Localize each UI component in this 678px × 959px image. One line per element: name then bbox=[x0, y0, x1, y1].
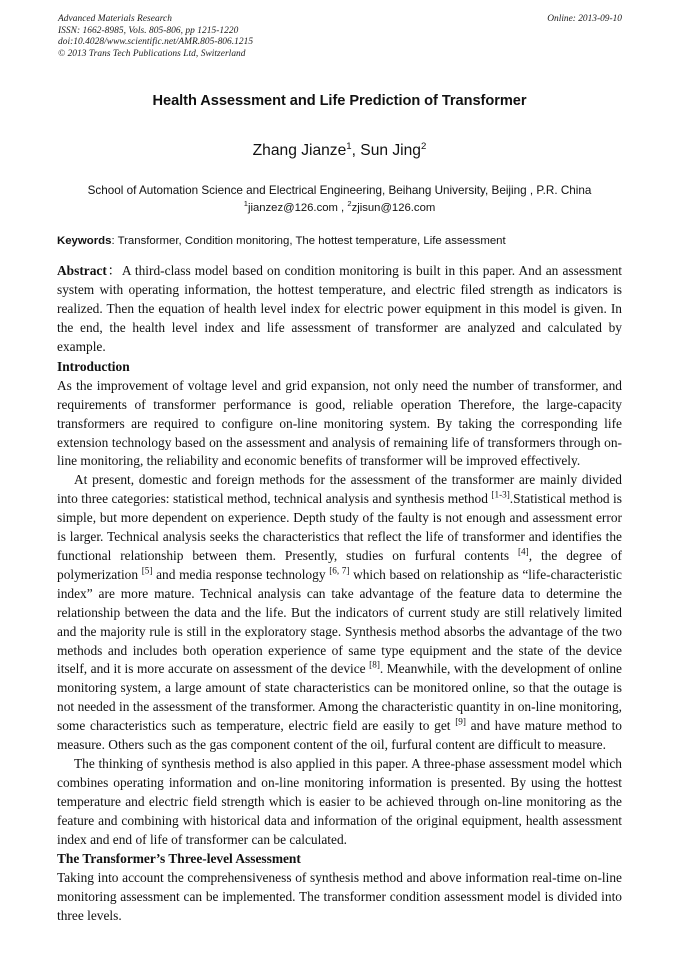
email-marker-2: 2 bbox=[347, 199, 352, 209]
email-line bbox=[57, 201, 622, 216]
paragraph-text: .Statistical method is simple, but more dependent on experience. Depth study of the faulty is not enough and assessment error is larger. Technical analysis seeks the characteristics that reflect the life of transformer and identifies the functional relationship between them. Presently, studies on furfural contents bbox=[57, 491, 622, 563]
author-affiliation-marker-1: 1 bbox=[346, 141, 352, 153]
author-list bbox=[57, 141, 622, 161]
email-address-1: jianzez@126.com bbox=[247, 202, 338, 215]
journal-name: Advanced Materials Research bbox=[58, 14, 172, 24]
online-date: Online: 2013-09-10 bbox=[547, 14, 622, 24]
author-affiliation-marker-2: 2 bbox=[420, 141, 427, 153]
affiliation-line: School of Automation Science and Electrical Engineering, Beihang University, Beijing , P.R. China bbox=[87, 184, 592, 198]
keywords-label: Keywords bbox=[57, 235, 112, 248]
paragraph-text: and media response technology bbox=[152, 566, 330, 582]
citation-reference[interactable]: [5] bbox=[141, 565, 153, 576]
paragraph-text: which based on relationship as “life-characteristic index” are more mature. Technical analysis can take advantage of the feature data to determine the relationship between the data and the life. But the indicators of current study are still relatively limited and the majority rule is still in the exploratory stage. Synthesis method absorbs the advantage of the two methods and includes both operation experience of same type equipment and the state of the device itself, and it is more accurate on assessment of the device bbox=[57, 566, 622, 677]
email-address-2: zjisun@126.com bbox=[351, 202, 436, 215]
citation-reference[interactable]: [4] bbox=[517, 546, 529, 557]
body-paragraph: The thinking of synthesis method is also applied in this paper. A three-phase assessment model which combines operating information and on-line monitoring information is presented. By using the hottest temperature and electric field strength which is easier to be achieved through on-line monitoring as the feature and combining with historical data and information of the original equipment, health assessment index and end of life of transformer can be calculated. bbox=[57, 755, 622, 847]
paragraph-text: . Meanwhile, with the development of online monitoring system, a large amount of state characteristics can be monitored online, so that the outage is not needed in the assessment of the transformer. Among the characteristic quantity in on-line monitoring, some characteristics such as temperature, electric field are easily to get bbox=[57, 661, 622, 734]
page-title: Health Assessment and Life Prediction of Transformer bbox=[152, 93, 527, 110]
doi-line: doi:10.4028/www.scientific.net/AMR.805-806.1215 bbox=[58, 37, 254, 48]
email-separator: , bbox=[337, 202, 348, 215]
citation-reference[interactable]: [8] bbox=[369, 659, 380, 670]
author-separator: , bbox=[351, 142, 361, 160]
body-paragraph: As the improvement of voltage level and grid expansion, not only need the number of transformer, and requirements of transformer performance is good, reliable operation Therefore, the large-capacity transformers are required to configure on-line monitoring system. By taking the corresponding life extension technology based on the assessment and analysis of remaining life of transformers through on-line monitoring, the reliability and economic benefits of transformer will be improved effectively. bbox=[57, 377, 622, 469]
paragraph-text: At present, domestic and foreign methods for the assessment of the transformer are mainly divided into three categories: statistical method, technical analysis and synthesis method bbox=[57, 472, 622, 507]
copyright-line: © 2013 Trans Tech Publications Ltd, Switzerland bbox=[58, 48, 246, 59]
body-sections bbox=[57, 358, 622, 926]
author-name-2: Sun Jing bbox=[360, 142, 421, 160]
keywords-text: : Transformer, Condition monitoring, The hottest temperature, Life assessment bbox=[111, 235, 506, 248]
section-heading: Introduction bbox=[57, 358, 130, 374]
body-paragraph bbox=[57, 471, 622, 755]
issn-line: ISSN: 1662-8985, Vols. 805-806, pp 1215-1220 bbox=[58, 25, 239, 36]
paragraph-text: and have mature method to measure. Others such as the gas component content of the oil, furfural content are difficult to measure. bbox=[57, 718, 622, 753]
paragraph-text: , the degree of polymerization bbox=[57, 547, 622, 582]
citation-reference[interactable]: [6, 7] bbox=[329, 565, 350, 576]
citation-reference[interactable]: [9] bbox=[455, 716, 466, 727]
abstract-block bbox=[57, 262, 622, 357]
section-heading: The Transformer’s Three-level Assessment bbox=[57, 851, 301, 867]
abstract-text: ：A third-class model based on condition monitoring is built in this paper. And an assessment system with operating information, the hottest temperature, and electric filed strength as indicators is realized. Then the equation of health level index for electric power equipment in this model is given. In the end, the health level index and life assessment of transformer are analyzed and calculated by example. bbox=[57, 263, 622, 354]
author-name-1: Zhang Jianze bbox=[252, 142, 347, 160]
running-header bbox=[58, 14, 622, 60]
body-paragraph: Taking into account the comprehensiveness of synthesis method and above information real-time on-line monitoring assessment can be implemented. The transformer condition assessment model is divided into three levels. bbox=[57, 870, 622, 924]
email-marker-1: 1 bbox=[243, 199, 248, 209]
keywords-line bbox=[57, 234, 622, 249]
abstract-label: Abstract bbox=[57, 263, 107, 279]
citation-reference[interactable]: [1-3] bbox=[491, 489, 510, 500]
